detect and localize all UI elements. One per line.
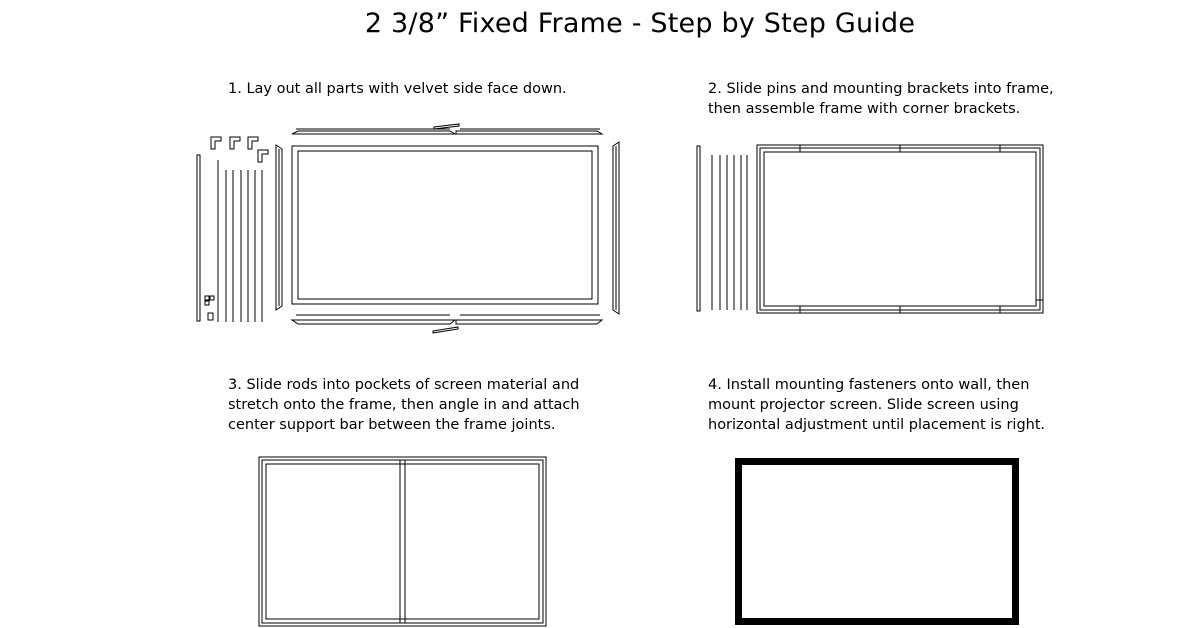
step-3-frame-with-support-bar — [259, 457, 546, 626]
mounting-brackets — [205, 296, 214, 320]
top-frame-segments — [292, 124, 602, 134]
bottom-frame-segments — [292, 315, 602, 333]
step-1-instruction: 1. Lay out all parts with velvet side face down. — [228, 81, 567, 97]
screen-material — [292, 146, 598, 304]
step-2-instruction: 2. Slide pins and mounting brackets into frame, then assemble frame with corner brackets. — [708, 81, 1054, 117]
frame-bracket-marks — [800, 145, 1043, 313]
corner-brackets — [211, 137, 268, 162]
step-1-parts-layout — [197, 124, 619, 333]
step-2-assembled-frame — [697, 145, 1043, 313]
remaining-rods — [697, 146, 747, 311]
rods-and-pins — [197, 155, 262, 322]
step-4-mounted-screen — [739, 462, 1016, 622]
step-3-instruction: 3. Slide rods into pockets of screen material and stretch onto the frame, then angle in and attach center support bar between the frame joints. — [228, 377, 580, 433]
frame-outer — [259, 457, 546, 626]
step-4-instruction: 4. Install mounting fasteners onto wall, then mount projector screen. Slide screen using horizontal adjustment until placement is right. — [708, 377, 1046, 433]
outer-frame — [757, 145, 1043, 313]
center-support-bar — [400, 460, 405, 623]
guide-title: 2 3/8” Fixed Frame - Step by Step Guide — [364, 8, 916, 39]
